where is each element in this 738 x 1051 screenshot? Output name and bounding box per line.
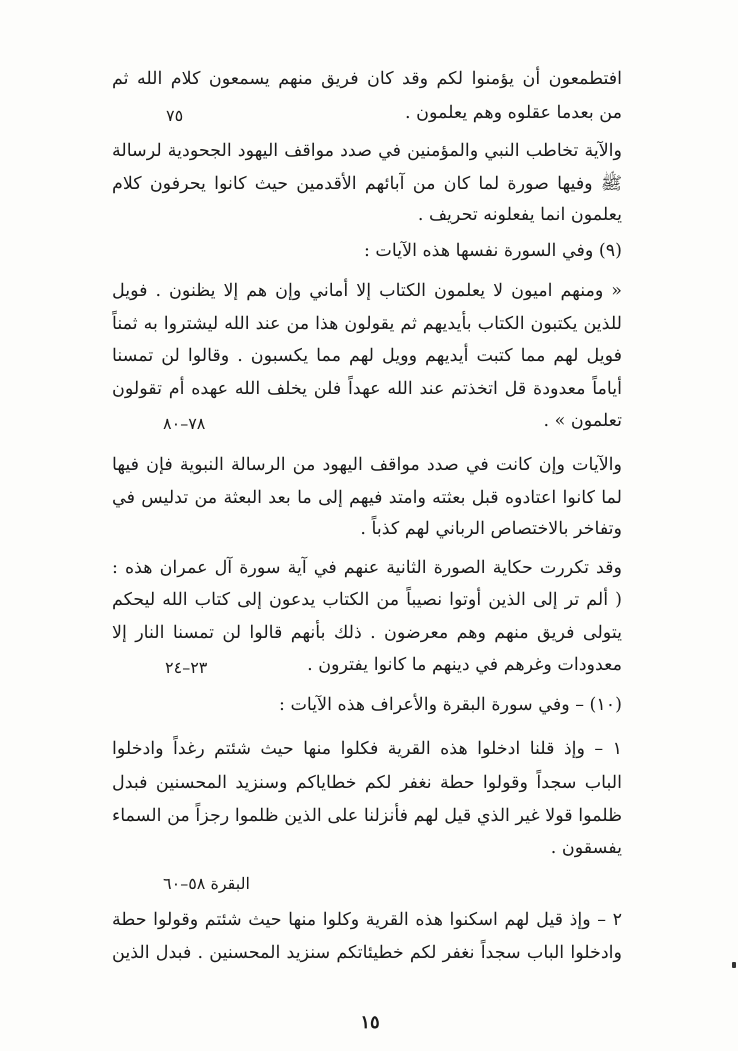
text-line: والآيات وإن كانت في صدد مواقف اليهود من الرسالة النبوية فإن فيها [112, 455, 622, 475]
verse-line: الباب سجداً وقولوا حطة نغفر لكم خطاياكم وسنزيد المحسنين فبدل [112, 773, 622, 793]
quote-line: معدودات وغرهم في دينهم ما كانوا يفترون . [307, 655, 622, 675]
verse-line: يفسقون . [550, 838, 622, 858]
verse-reference: ٢٣–٢٤ [165, 658, 208, 677]
verse-line: ١ – وإذ قلنا ادخلوا هذه القرية فكلوا منها حيث شئتم رغداً وادخلوا [112, 739, 622, 759]
text-line: من بعدما عقلوه وهم يعلمون . [404, 103, 622, 123]
quote-line: يتولى فريق منهم وهم معرضون . ذلك بأنهم قالوا لن تمسنا النار إلا [112, 623, 622, 643]
verse-line: وادخلوا الباب سجداً نغفر لكم خطيئاتكم سنزيد المحسنين . فبدل الذين [112, 943, 622, 963]
text-line: وقد تكررت حكاية الصورة الثانية عنهم في آية سورة آل عمران هذه : [112, 558, 622, 578]
section-heading: (١٠) – وفي سورة البقرة والأعراف هذه الآيات : [279, 695, 622, 715]
page-number: ١٥ [360, 1012, 380, 1033]
text-line: ﷺ وفيها صورة لما كان من آبائهم الأقدمين حيث كانوا يحرفون كلام [112, 174, 622, 194]
quote-line: تعلمون » . [543, 411, 622, 431]
quote-line: للذين يكتبون الكتاب بأيديهم ثم يقولون هذا من عند الله ليشتروا به ثمناً [112, 314, 622, 334]
text-line: والآية تخاطب النبي والمؤمنين في صدد مواقف اليهود الجحودية لرسالة [112, 141, 622, 161]
quote-line: أياماً معدودة قل اتخذتم عند الله عهداً فلن يخلف الله عهده أم تقولون [112, 379, 622, 399]
verse-line: ٢ – وإذ قيل لهم اسكنوا هذه القرية وكلوا منها حيث شئتم وقولوا حطة [112, 910, 622, 930]
verse-reference: ٧٨–٨٠ [163, 414, 206, 433]
verse-reference: البقرة ٥٨–٦٠ [163, 874, 250, 893]
margin-mark [732, 962, 736, 968]
section-heading: (٩) وفي السورة نفسها هذه الآيات : [363, 241, 622, 261]
quote-line: « ومنهم اميون لا يعلمون الكتاب إلا أماني وإن هم إلا يظنون . فويل [112, 281, 622, 301]
quote-line: ( ألم تر إلى الذين أوتوا نصيباً من الكتاب يدعون إلى كتاب الله ليحكم [112, 590, 622, 610]
text-line: يعلمون انما يفعلونه تحريف . [417, 205, 622, 225]
verse-reference: ٧٥ [166, 106, 184, 125]
text-line: لما كانوا اعتادوه قبل بعثته وامتد فيهم إلى ما بعد البعثة من تدليس في [112, 488, 622, 508]
text-line: وتفاخر بالاختصاص الرباني لهم كذباً . [360, 519, 622, 539]
verse-line: ظلموا قولا غير الذي قيل لهم فأنزلنا على الذين ظلموا رجزاً من السماء [112, 806, 622, 826]
text-line: افتطمعون أن يؤمنوا لكم وقد كان فريق منهم يسمعون كلام الله ثم [112, 69, 622, 89]
quote-line: فويل لهم مما كتبت أيديهم وويل لهم مما يكسبون . وقالوا لن تمسنا [112, 346, 622, 366]
